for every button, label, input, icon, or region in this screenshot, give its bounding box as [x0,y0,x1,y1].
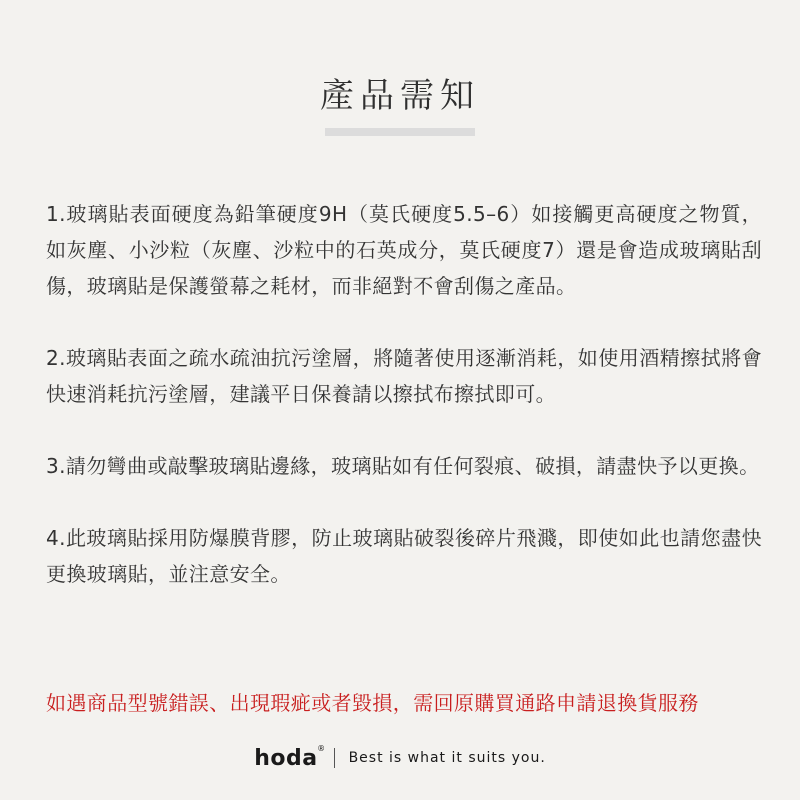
note-item-4: 4.此玻璃貼採用防爆膜背膠，防止玻璃貼破裂後碎片飛濺，即使如此也請您盡快更換玻璃貼，並注意安全。 [46,526,762,586]
title-underline [325,128,475,136]
note-item-1: 1.玻璃貼表面硬度為鉛筆硬度9H（莫氏硬度5.5–6）如接觸更高硬度之物質，如灰塵、小沙粒（灰塵、沙粒中的石英成分，莫氏硬度7）還是會造成玻璃貼刮傷，玻璃貼是保護螢幕之耗材，而非絕對不會刮傷之產品。 [46,202,762,298]
brand-slogan: Best is what it suits you. [348,750,546,766]
registered-mark: ® [317,743,326,753]
footer [0,744,800,772]
footer-divider [334,748,335,768]
product-notes [46,196,762,592]
return-policy-warning: 如遇商品型號錯誤、出現瑕疵或者毀損，需回原購買通路申請退換貨服務 [46,691,699,715]
brand-name: hoda [254,745,318,771]
note-item-3: 3.請勿彎曲或敲擊玻璃貼邊緣，玻璃貼如有任何裂痕、破損，請盡快予以更換。 [46,454,760,478]
brand-logo [254,743,326,771]
page-title: 產品需知 [320,76,480,116]
note-item-2: 2.玻璃貼表面之疏水疏油抗污塗層，將隨著使用逐漸消耗，如使用酒精擦拭將會快速消耗抗污塗層，建議平日保養請以擦拭布擦拭即可。 [46,346,762,406]
